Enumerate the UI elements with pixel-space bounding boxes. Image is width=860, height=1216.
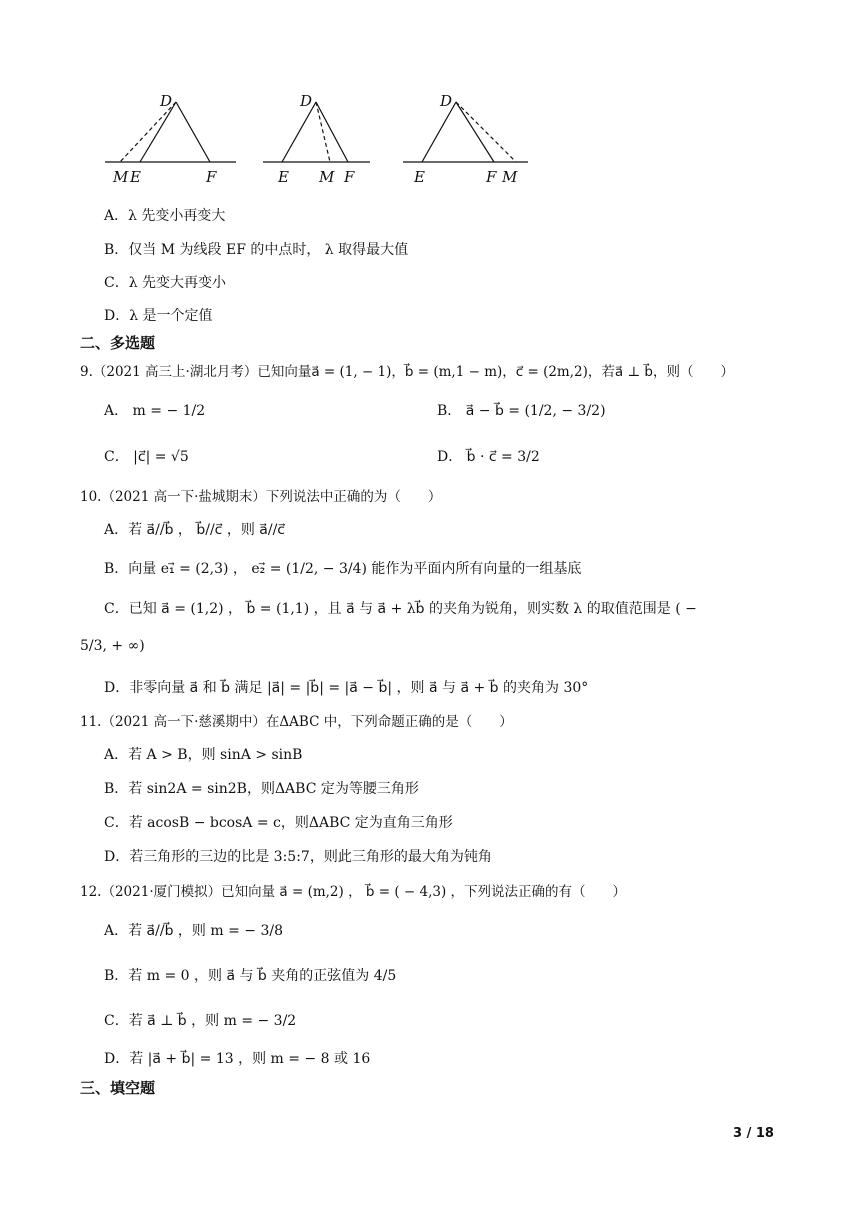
triangle-figure-3 xyxy=(398,90,538,190)
q8-option-a: A．λ 先变小再变大 xyxy=(104,208,226,224)
q8-option-d: D．λ 是一个定值 xyxy=(104,308,213,324)
label-M: M xyxy=(502,168,518,186)
q8-option-c: C．λ 先变大再变小 xyxy=(104,275,227,291)
section-title-fill-in: 三、填空题 xyxy=(80,1079,156,1097)
label-F: F xyxy=(206,168,217,186)
q12-option-d: D．若 |a⃗ + b⃗| = 13 ，则 m = − 8 或 16 xyxy=(104,1051,371,1067)
q12-option-a: A．若 a⃗//b⃗ ，则 m = − 3/8 xyxy=(104,923,283,939)
label-D: D xyxy=(160,92,173,110)
q10-option-c-line2: 5/3, + ∞) xyxy=(80,638,145,654)
q9-option-d: D． b⃗ · c⃗ = 3/2 xyxy=(437,449,540,465)
q12-option-c: C．若 a⃗ ⊥ b⃗ ，则 m = − 3/2 xyxy=(104,1013,297,1029)
q9-option-a: A． m = − 1/2 xyxy=(104,403,206,419)
label-F: F xyxy=(486,168,497,186)
label-D: D xyxy=(300,92,313,110)
label-E: E xyxy=(414,168,425,186)
q9-option-b: B． a⃗ − b⃗ = (1/2, − 3/2) xyxy=(437,403,606,419)
q10-option-a: A．若 a⃗//b⃗ ， b⃗//c⃗ ，则 a⃗//c⃗ xyxy=(104,522,285,538)
q12-stem: 12.（2021·厦门模拟）已知向量 a⃗ = (m,2) ， b⃗ = ( − 4,3) ，下列说法正确的有（ ） xyxy=(80,884,627,900)
triangle-figure-1 xyxy=(100,90,245,190)
q9-option-c: C． |c⃗| = √5 xyxy=(104,449,189,465)
page-number: 3 / 18 xyxy=(733,1126,774,1141)
q10-stem: 10.（2021 高一下·盐城期末）下列说法中正确的为（ ） xyxy=(80,489,442,505)
label-E: E xyxy=(278,168,289,186)
label-M: M xyxy=(113,168,129,186)
label-D: D xyxy=(440,92,453,110)
q10-option-b: B．向量 e₁⃗ = (2,3) ， e₂⃗ = (1/2, − 3/4) 能作为平面内所有向量的一组基底 xyxy=(104,561,582,577)
q8-option-b: B．仅当 M 为线段 EF 的中点时， λ 取得最大值 xyxy=(104,242,409,258)
label-M: M xyxy=(319,168,335,186)
q10-option-d: D．非零向量 a⃗ 和 b⃗ 满足 |a⃗| = |b⃗| = |a⃗ − b⃗| ，则 a⃗ 与 a⃗ + b⃗ 的夹角为 30° xyxy=(104,680,589,696)
q11-stem: 11.（2021 高一下·慈溪期中）在ΔABC 中，下列命题正确的是（ ） xyxy=(80,714,513,730)
q11-option-a: A．若 A > B，则 sinA > sinB xyxy=(104,747,303,763)
label-F: F xyxy=(344,168,355,186)
q12-option-b: B．若 m = 0 ，则 a⃗ 与 b⃗ 夹角的正弦值为 4/5 xyxy=(104,968,397,984)
q11-option-c: C．若 acosB − bcosA = c，则ΔABC 定为直角三角形 xyxy=(104,815,453,831)
section-title-multiple-choice: 二、多选题 xyxy=(80,334,156,352)
q9-stem: 9.（2021 高三上·湖北月考）已知向量a⃗ = (1, − 1)，b⃗ = (m,1 − m)，c⃗ = (2m,2)，若a⃗ ⊥ b⃗，则（ ） xyxy=(80,364,734,380)
q10-option-c-line1: C．已知 a⃗ = (1,2) ， b⃗ = (1,1) ，且 a⃗ 与 a⃗ + λb⃗ 的夹角为锐角，则实数 λ 的取值范围是 ( − xyxy=(104,601,697,617)
triangle-figure-2 xyxy=(258,90,378,190)
label-E: E xyxy=(130,168,141,186)
q11-option-b: B．若 sin2A = sin2B，则ΔABC 定为等腰三角形 xyxy=(104,781,419,797)
q11-option-d: D．若三角形的三边的比是 3:5:7，则此三角形的最大角为钝角 xyxy=(104,849,492,865)
